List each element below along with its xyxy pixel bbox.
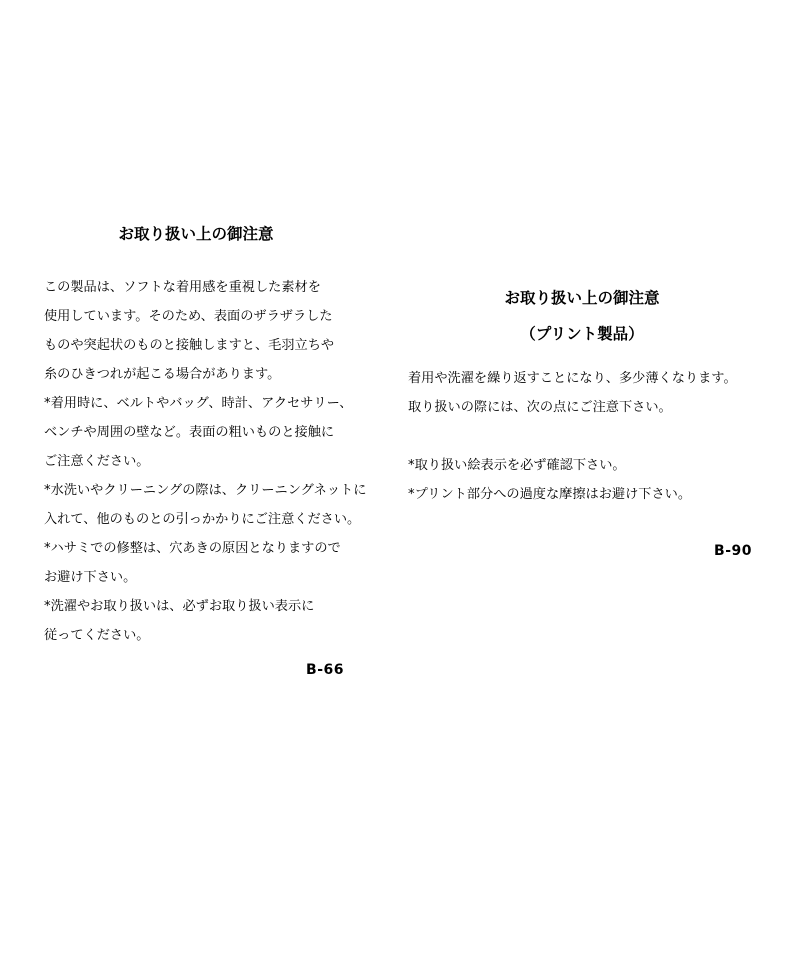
body-line: この製品は、ソフトな着用感を重視した素材を [44,280,321,295]
body-line: お避け下さい。 [44,570,137,585]
body-line: *取り扱い絵表示を必ず確認下さい。 [408,458,626,473]
care-notice-card-b66 [36,218,367,678]
body-line: *着用時に、ベルトやバッグ、時計、アクセサリー、 [44,396,353,411]
body-line: 糸のひきつれが起こる場合があります。 [44,367,281,382]
body-line: *ハサミでの修整は、穴あきの原因となりますので [44,541,341,556]
card-body [44,273,367,650]
body-line: *プリント部分への過度な摩擦はお避け下さい。 [408,487,692,502]
product-code: B-66 [306,662,344,678]
title-line: お取り扱い上の御注意 [118,225,274,243]
body-line: 着用や洗濯を繰り返すことになり、多少薄くなります。 [408,371,737,386]
blank-line [408,422,762,451]
body-line: *水洗いやクリーニングの際は、クリーニングネットに [44,483,367,498]
care-notice-card-b90 [402,280,762,559]
body-line: ご注意ください。 [44,454,150,469]
body-line: 取り扱いの際には、次の点にご注意下さい。 [408,400,672,415]
body-line: 従ってください。 [44,628,150,643]
card-title [36,218,356,247]
body-line: *洗濯やお取り扱いは、必ずお取り扱い表示に [44,599,315,614]
product-code: B-90 [714,543,752,559]
title-subline: （プリント製品） [520,325,644,343]
body-line: 使用しています。そのため、表面のザラザラした [44,309,333,324]
card-body [408,364,762,509]
title-line: お取り扱い上の御注意 [504,289,660,307]
body-line: 入れて、他のものとの引っかかりにご注意ください。 [44,512,361,527]
card-title [402,280,762,352]
body-line: ものや突起状のものと接触しますと、毛羽立ちや [44,338,335,353]
body-line: ベンチや周囲の壁など。表面の粗いものと接触に [44,425,335,440]
